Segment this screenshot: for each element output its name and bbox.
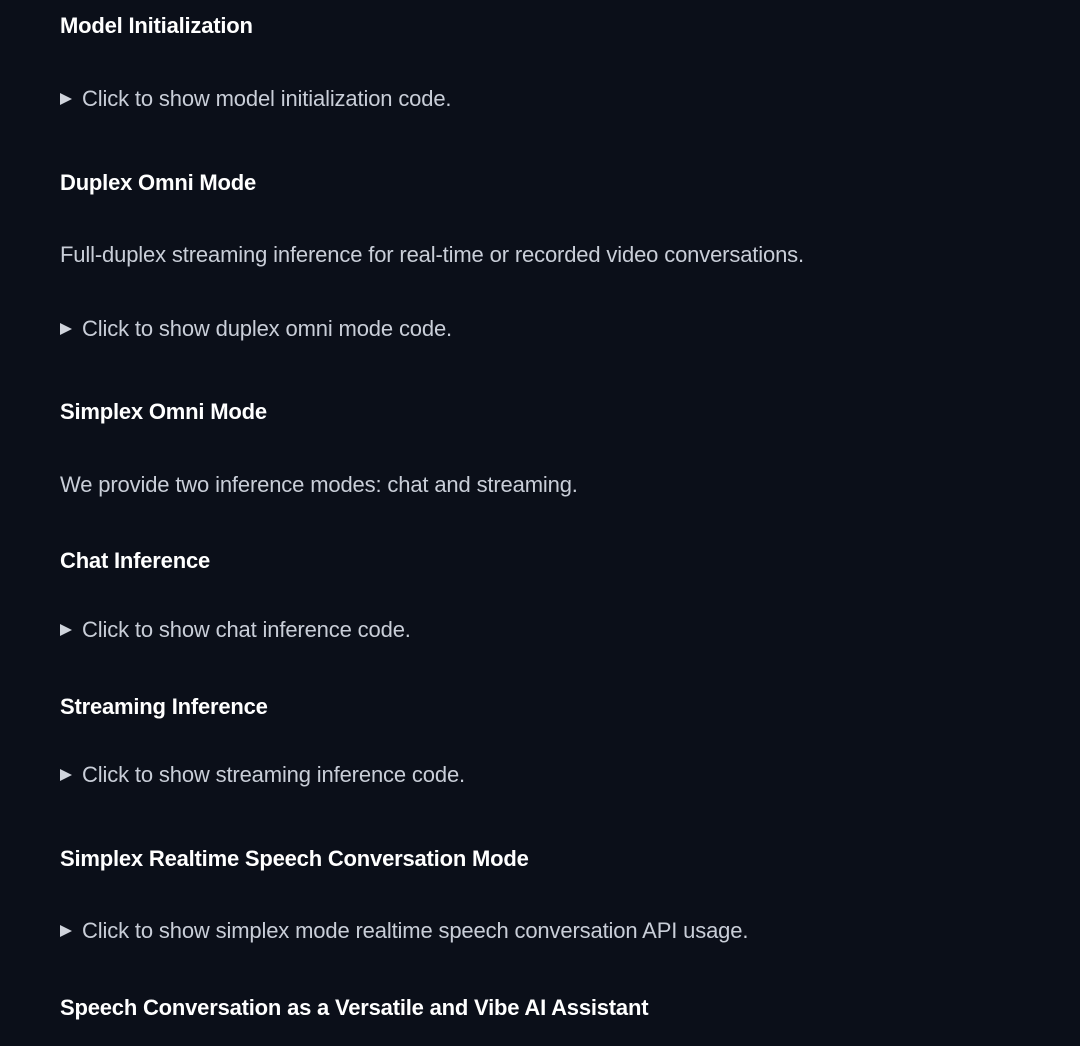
toggle-label: Click to show simplex mode realtime speech conversation API usage. [82,918,749,943]
duplex-description: Full-duplex streaming inference for real-time or recorded video conversations. [60,242,804,267]
toggle-label: Click to show chat inference code. [82,617,411,642]
heading-duplex-omni-mode: Duplex Omni Mode [60,170,257,195]
toggle-label: Click to show streaming inference code. [82,762,465,787]
simplex-description: We provide two inference modes: chat and streaming. [60,472,578,497]
toggle-streaming-inference-code[interactable] [60,760,465,790]
triangle-right-icon [60,624,72,636]
toggle-model-initialization-code[interactable] [60,84,451,114]
heading-streaming-inference: Streaming Inference [60,694,268,719]
heading-simplex-realtime-speech-mode: Simplex Realtime Speech Conversation Mode [60,846,529,871]
heading-model-initialization: Model Initialization [60,13,253,38]
triangle-right-icon [60,323,72,335]
triangle-right-icon [60,769,72,781]
triangle-right-icon [60,93,72,105]
toggle-duplex-omni-mode-code[interactable] [60,314,452,344]
triangle-right-icon [60,925,72,937]
toggle-label: Click to show duplex omni mode code. [82,316,453,341]
toggle-label: Click to show model initialization code. [82,86,452,111]
toggle-realtime-speech-api-usage[interactable] [60,916,748,946]
heading-simplex-omni-mode: Simplex Omni Mode [60,399,267,424]
heading-speech-conversation-assistant: Speech Conversation as a Versatile and Vibe AI Assistant [60,995,649,1020]
heading-chat-inference: Chat Inference [60,548,211,573]
toggle-chat-inference-code[interactable] [60,615,411,645]
